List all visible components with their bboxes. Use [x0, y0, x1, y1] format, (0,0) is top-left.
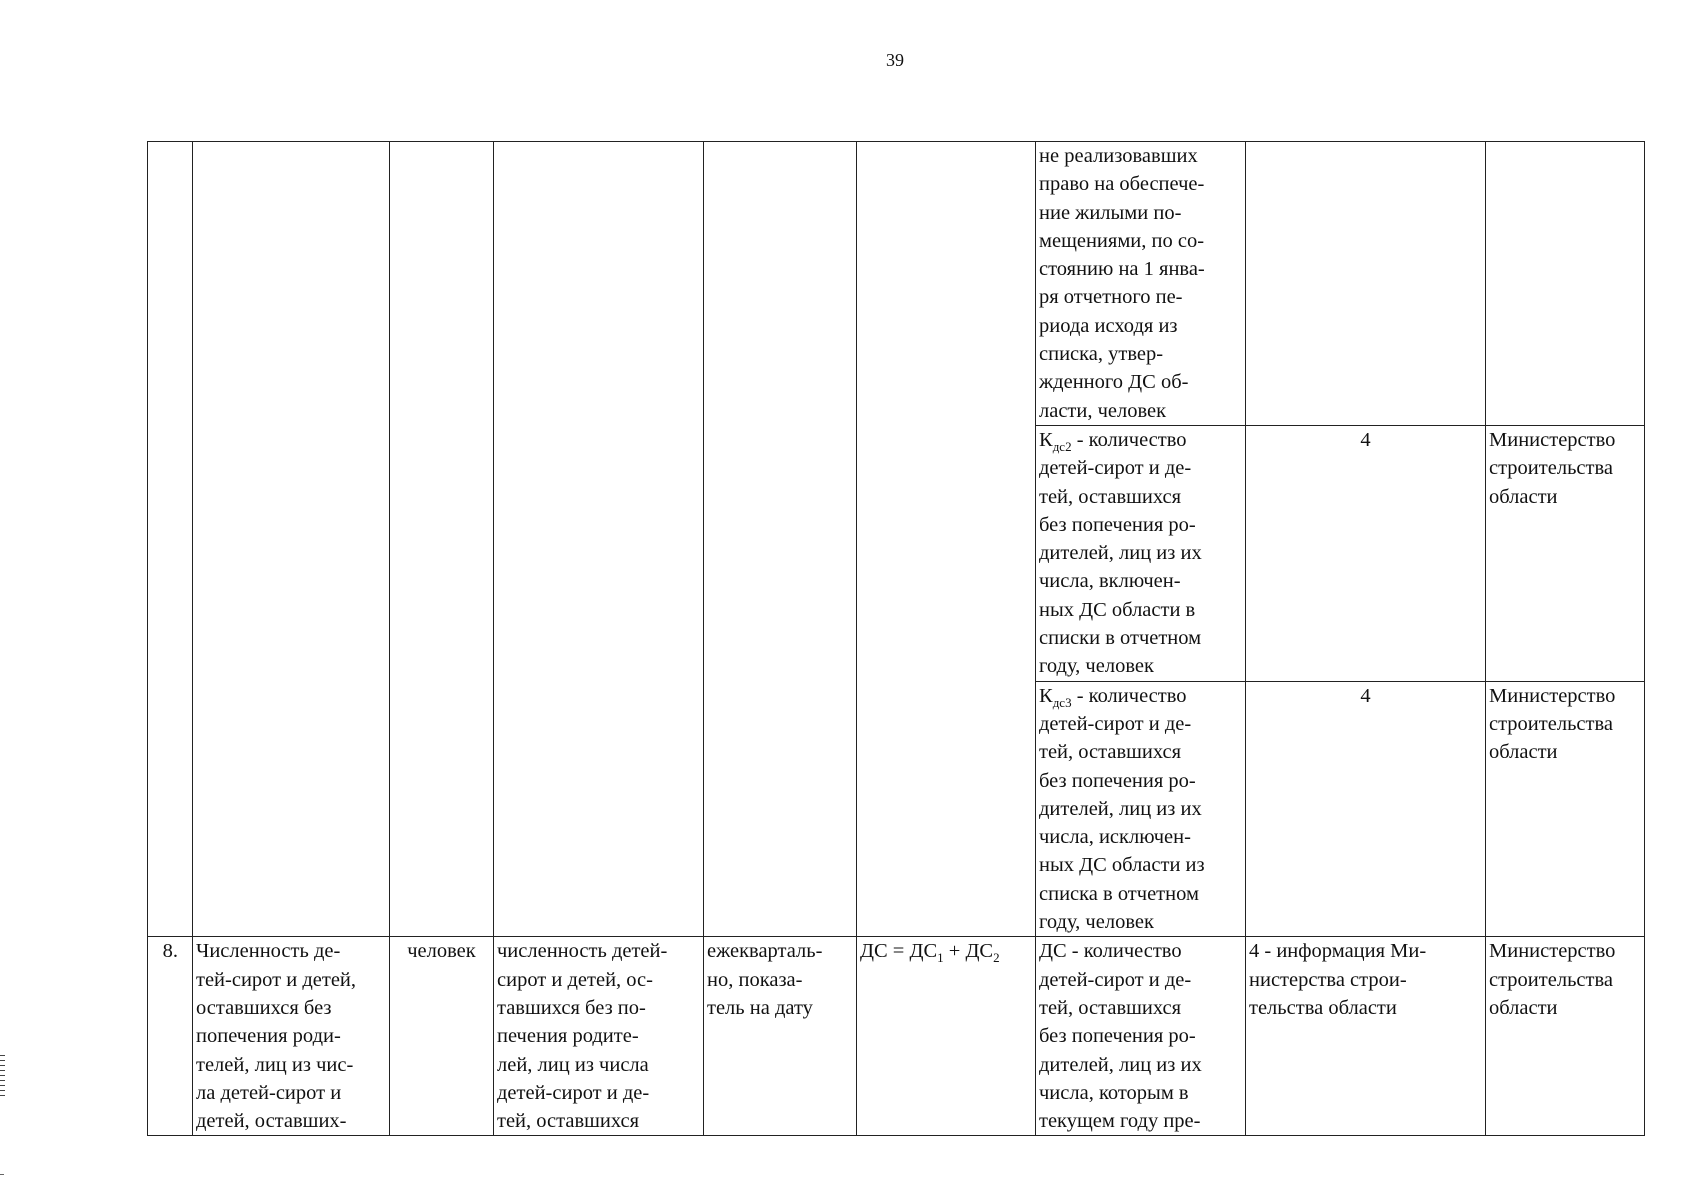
table-row-8: [148, 937, 1645, 1136]
cell-periodicity: ежекварталь- но, показа- тель на дату: [704, 937, 857, 1136]
variable-symbol: К: [1039, 429, 1053, 451]
scan-edge-dash: [0, 1174, 4, 1175]
variable-subscript: дс3: [1052, 694, 1072, 710]
cell-responsible: Министерство строительства области: [1486, 937, 1645, 1136]
scan-edge-marks: [0, 1055, 5, 1097]
variable-subscript: дс2: [1052, 439, 1072, 455]
cell-indicator: Численность де- тей-сирот и детей, оставшихся без попечения роди- телей, лиц из чис- ла детей-сирот и детей, оставших-: [193, 937, 390, 1136]
formula-sub-b: 2: [993, 950, 1000, 966]
page-number: 39: [886, 50, 904, 70]
cell-formula: [857, 937, 1036, 1136]
cell-formula: [857, 142, 1036, 937]
formula-sub-a: 1: [937, 950, 944, 966]
cell-responsible: Министерство строительства области: [1486, 426, 1645, 682]
cell-value: [1246, 142, 1486, 426]
cell-value: 4: [1246, 426, 1486, 682]
formula-part-b: + ДС: [943, 940, 994, 963]
cell-indicator: [193, 142, 390, 937]
cell-variable-description: [1036, 426, 1246, 682]
cell-value: 4 - информация Ми- нистерства строи- тельства области: [1246, 937, 1486, 1136]
cell-definition: [494, 142, 704, 937]
cell-definition: численность детей- сирот и детей, ос- тавшихся без по- печения родите- лей, лиц из числа детей-сирот и де- тей, оставшихся: [494, 937, 704, 1136]
indicators-table: [147, 141, 1645, 1136]
cell-number: [148, 142, 193, 937]
cell-value: 4: [1246, 681, 1486, 937]
table-row-continuation: [148, 142, 1645, 426]
cell-number: 8.: [148, 937, 193, 1136]
cell-unit: [390, 142, 494, 937]
cell-responsible: Министерство строительства области: [1486, 681, 1645, 937]
cell-unit: человек: [390, 937, 494, 1136]
cell-variable-description: [1036, 681, 1246, 937]
variable-text: - количество детей-сирот и де- тей, оставшихся без попечения ро- дителей, лиц из их числа, исключен- ных ДС области из списка в отчетном году, человек: [1039, 684, 1205, 934]
variable-symbol: К: [1039, 684, 1053, 707]
cell-variable-description: не реализовавших право на обеспече- ние жилыми по- мещениями, по со- стоянию на 1 янва- ря отчетного пе- риода исходя из списка, утвер- жденного ДС об- ласти, человек: [1036, 142, 1246, 426]
variable-text: - количество детей-сирот и де- тей, оставшихся без попечения ро- дителей, лиц из их числа, включен- ных ДС области в списки в отчетном году, человек: [1039, 429, 1202, 678]
cell-responsible: [1486, 142, 1645, 426]
cell-variable-description: ДС - количество детей-сирот и де- тей, оставшихся без попечения ро- дителей, лиц из их числа, которым в текущем году пре-: [1036, 937, 1246, 1136]
formula-part-a: ДС = ДС: [860, 940, 938, 963]
cell-periodicity: [704, 142, 857, 937]
